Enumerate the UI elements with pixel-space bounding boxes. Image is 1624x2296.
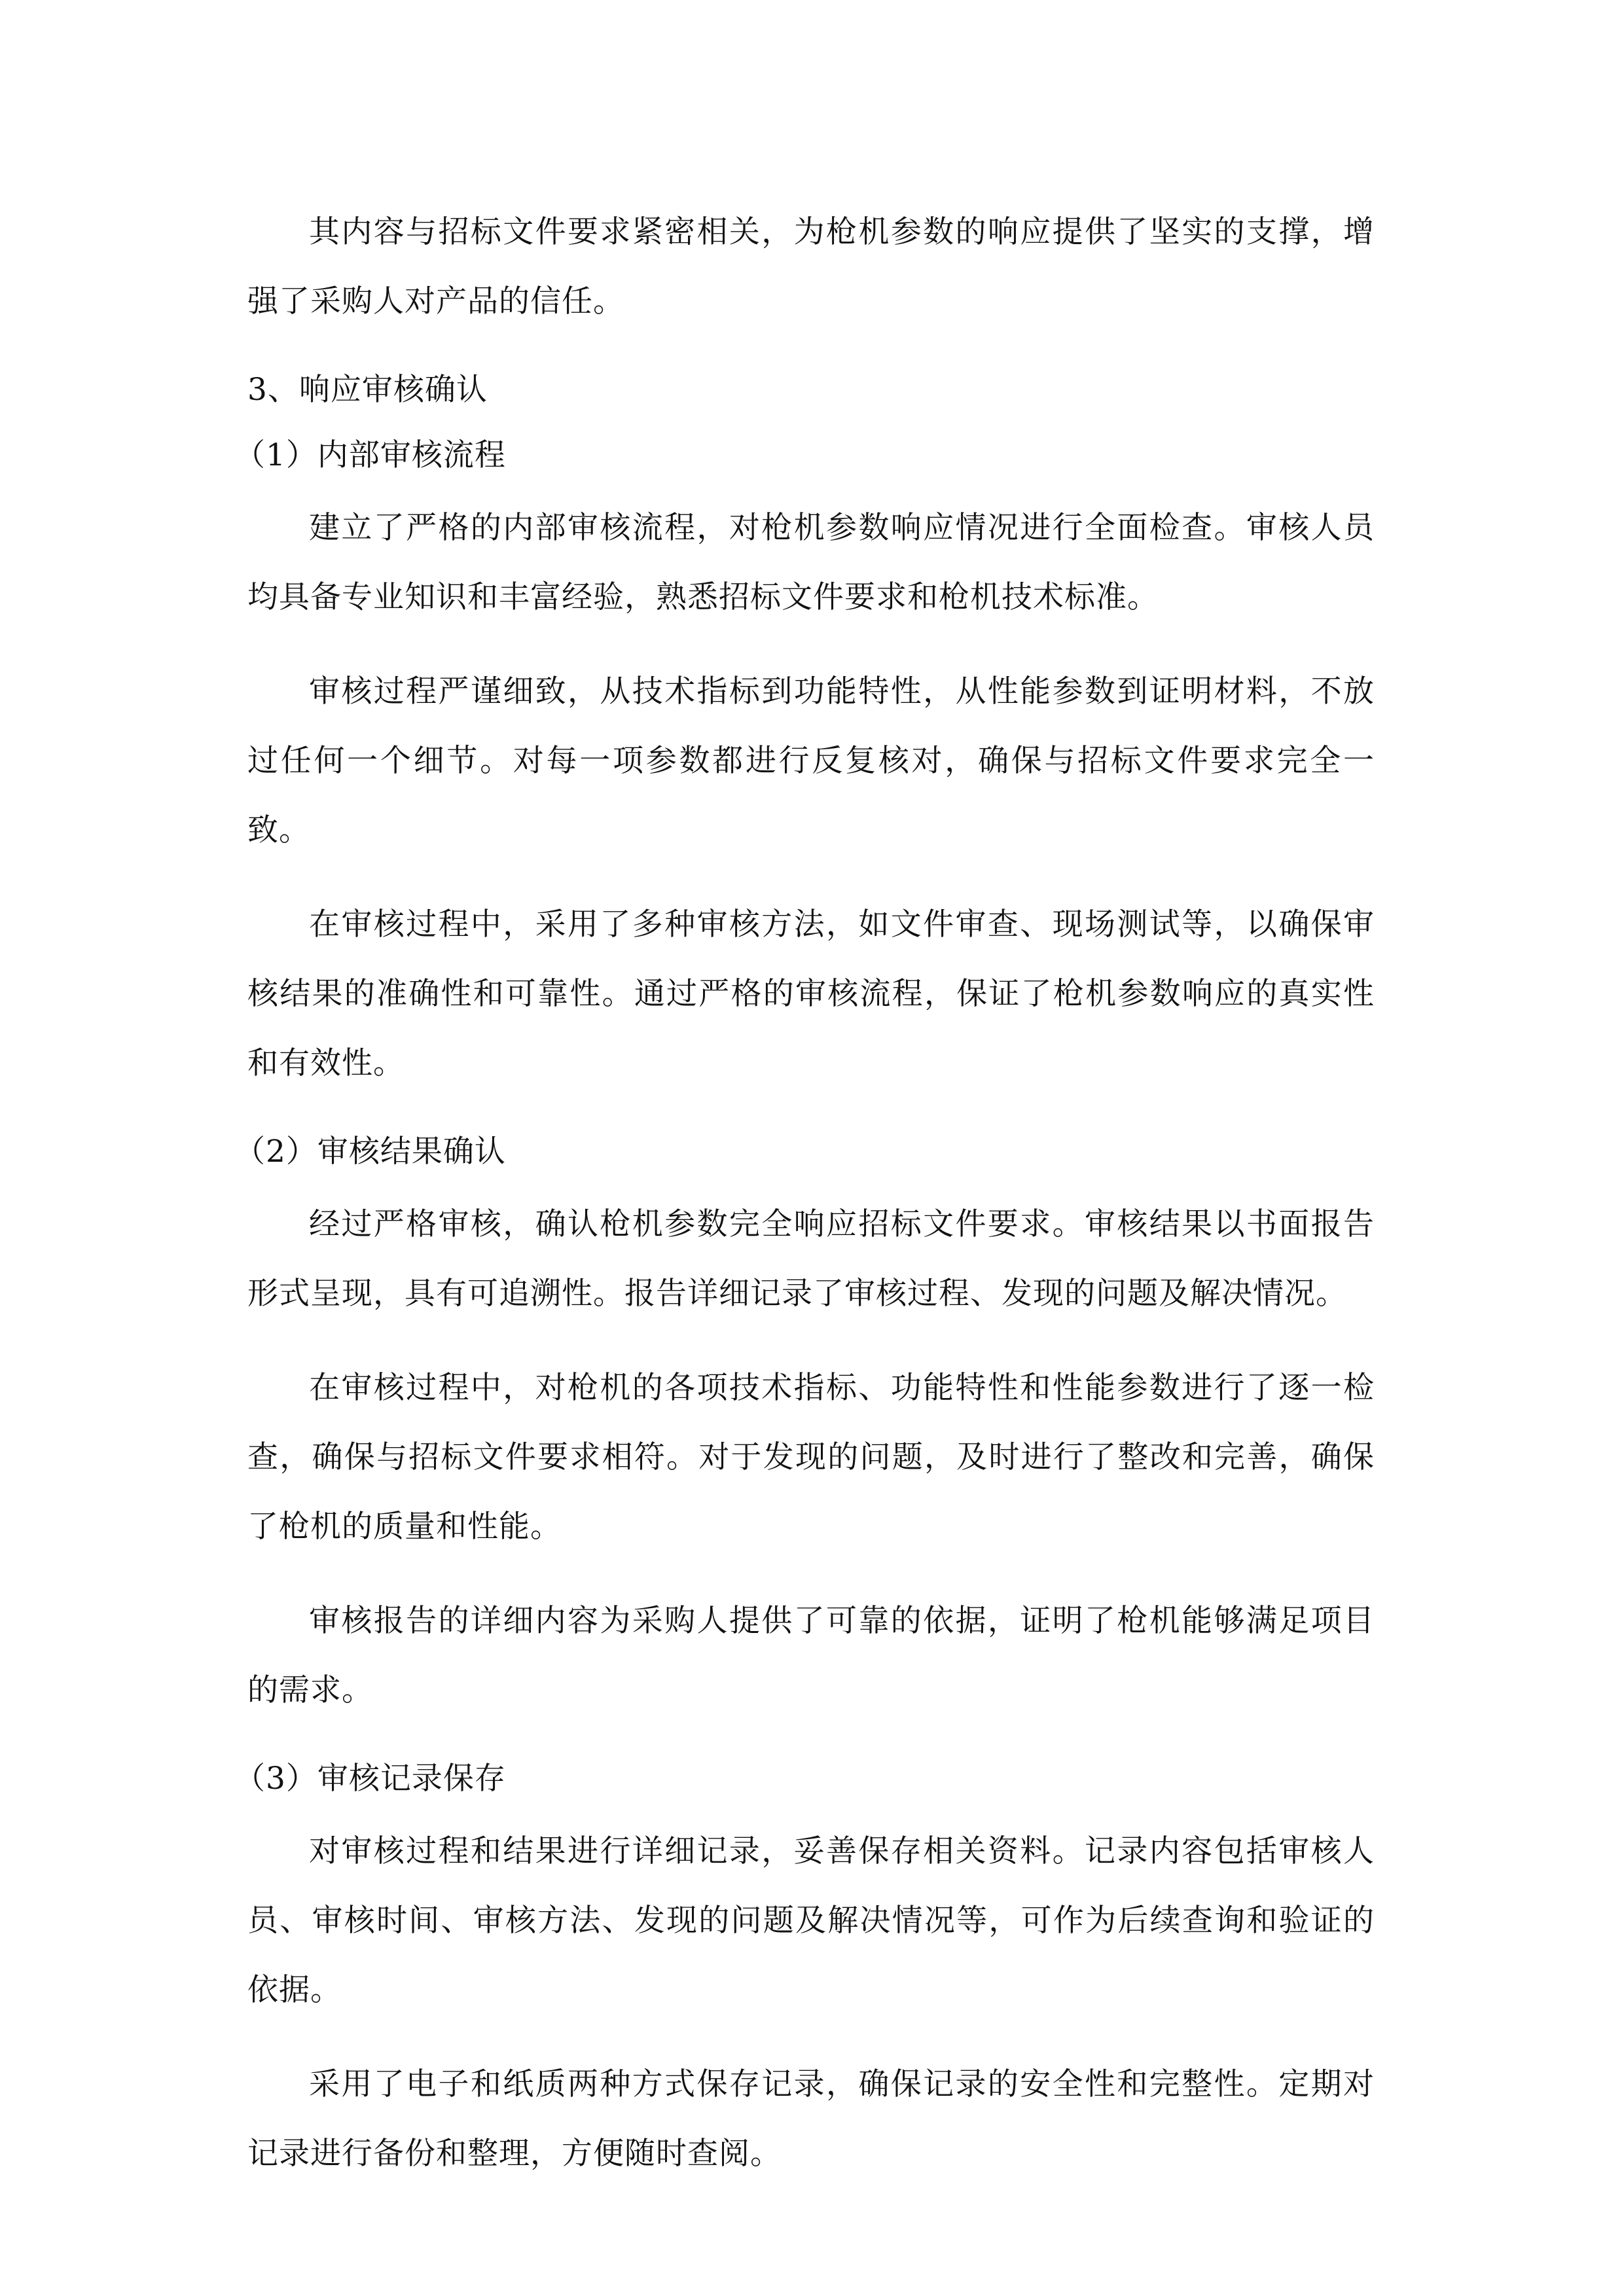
paragraph-review-process-2: 审核过程严谨细致，从技术指标到功能特性，从性能参数到证明材料，不放过任何一个细节。对每一项参数都进行反复核对，确保与招标文件要求完全一致。: [247, 673, 1375, 848]
document-body: [234, 198, 1375, 2214]
subheading-internal-review-process: （1）内部审核流程: [234, 437, 506, 473]
paragraph-review-result-1: 经过严格审核，确认枪机参数完全响应招标文件要求。审核结果以书面报告形式呈现，具有可追溯性。报告详细记录了审核过程、发现的问题及解决情况。: [247, 1206, 1375, 1312]
paragraph-review-result-2: 在审核过程中，对枪机的各项技术指标、功能特性和性能参数进行了逐一检查，确保与招标文件要求相符。对于发现的问题，及时进行了整改和完善，确保了枪机的质量和性能。: [247, 1370, 1375, 1545]
subheading-review-result-confirmation: （2）审核结果确认: [234, 1134, 506, 1170]
paragraph-intro: 其内容与招标文件要求紧密相关，为枪机参数的响应提供了坚实的支撑，增强了采购人对产品的信任。: [247, 214, 1375, 319]
paragraph-record-storage-1: 对审核过程和结果进行详细记录，妥善保存相关资料。记录内容包括审核人员、审核时间、审核方法、发现的问题及解决情况等，可作为后续查询和验证的依据。: [247, 1833, 1375, 2008]
subheading-review-record-storage: （3）审核记录保存: [234, 1761, 506, 1797]
paragraph-review-process-3: 在审核过程中，采用了多种审核方法，如文件审查、现场测试等，以确保审核结果的准确性和可靠性。通过严格的审核流程，保证了枪机参数响应的真实性和有效性。: [247, 906, 1375, 1081]
paragraph-review-result-3: 审核报告的详细内容为采购人提供了可靠的依据，证明了枪机能够满足项目的需求。: [247, 1603, 1375, 1708]
paragraph-review-process-1: 建立了严格的内部审核流程，对枪机参数响应情况进行全面检查。审核人员均具备专业知识和丰富经验，熟悉招标文件要求和枪机技术标准。: [247, 510, 1375, 615]
paragraph-record-storage-2: 采用了电子和纸质两种方式保存记录，确保记录的安全性和完整性。定期对记录进行备份和整理，方便随时查阅。: [247, 2066, 1375, 2172]
section-heading-response-review: 3、响应审核确认: [247, 372, 488, 408]
